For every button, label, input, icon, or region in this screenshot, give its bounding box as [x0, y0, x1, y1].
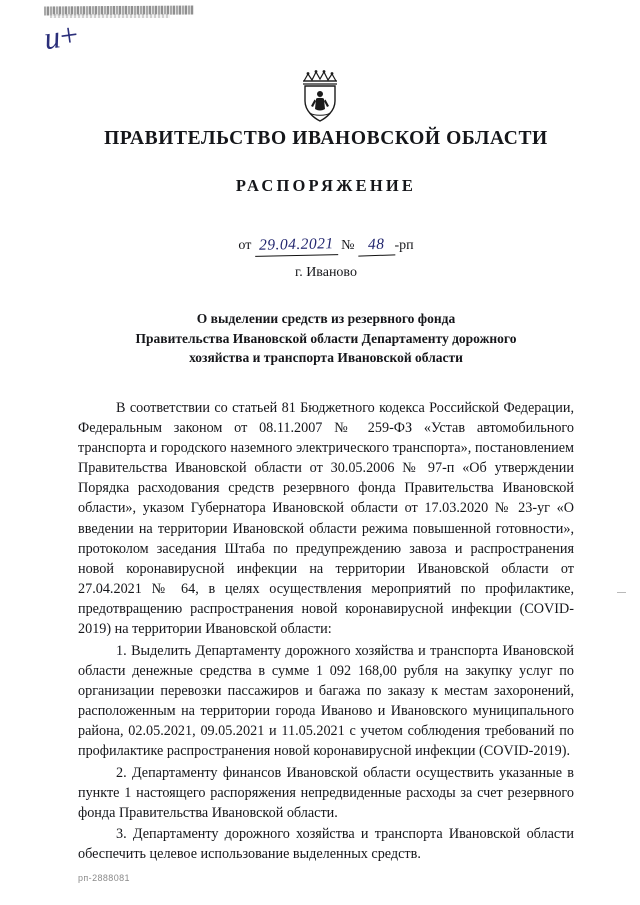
subject-line: Правительства Ивановской области Департаменту дорожного: [135, 330, 517, 346]
document-footer-id: рп-2888081: [78, 873, 130, 883]
handwritten-initials: и+: [41, 15, 80, 57]
date-value: 29.04.2021: [255, 235, 338, 257]
emblem-container: [0, 68, 640, 126]
document-body: [78, 398, 574, 865]
number-suffix: -рп: [394, 238, 414, 253]
city-line: г. Иваново: [295, 265, 357, 280]
page-edge-mark: [617, 592, 626, 593]
date-number-line: [78, 236, 574, 258]
subject-line: О выделении средств из резервного фонда: [196, 311, 456, 326]
body-paragraph: 3. Департаменту дорожного хозяйства и транспорта Ивановской области обеспечить целевое использование выделенных средств.: [78, 825, 574, 863]
body-paragraph: 2. Департаменту финансов Ивановской области осуществить указанные в пункте 1 настоящего распоряжения непредвиденные расходы за счет резервного фонда Правительства Ивановской области.: [78, 764, 574, 821]
number-value: 48: [358, 235, 395, 256]
body-paragraph: В соответствии со статьей 81 Бюджетного кодекса Российской Федерации, Федеральным законом от 08.11.2007 № 259-ФЗ «Устав автомобильного транспорта и городского наземного электрического транспорта», постановлением Правительства Ивановской области от 30.05.2006 № 97-п «Об утверждении Порядка расходования средств резервного фонда Правительства Ивановской области», указом Губернатора Ивановской области от 17.03.2020 № 23-уг «О введении на территории Ивановской области режима повышенной готовности», протоколом заседания Штаба по предупреждению завоза и распространения новой коронавирусной инфекции на территории Ивановской области от 27.04.2021 № 64, в целях осуществления мероприятий по профилактике, предотвращению распространения новой коронавирусной инфекции (COVID-2019) на территории Ивановской области:: [78, 399, 574, 638]
page-title: ПРАВИТЕЛЬСТВО ИВАНОВСКОЙ ОБЛАСТИ: [104, 128, 548, 149]
coat-of-arms-icon: [288, 68, 352, 126]
number-label: №: [341, 238, 355, 253]
date-label: от: [238, 238, 252, 253]
subject-line: хозяйства и транспорта Ивановской области: [189, 350, 463, 366]
document-type: РАСПОРЯЖЕНИЕ: [235, 176, 417, 195]
document-subject: [78, 309, 574, 368]
body-paragraph: 1. Выделить Департаменту дорожного хозяйства и транспорта Ивановской области денежные средства в сумме 1 092 168,00 рубля на закупку услуг по организации перевозки пассажиров и багажа по заказу к местам захоронений, расположенным на территории города Иваново и Ивановского муниципального района, 02.05.2021, 09.05.2021 и 11.05.2021 с учетом соблюдения требований по профилактике распространения новой коронавирусной инфекции (COVID-2019).: [78, 642, 574, 760]
